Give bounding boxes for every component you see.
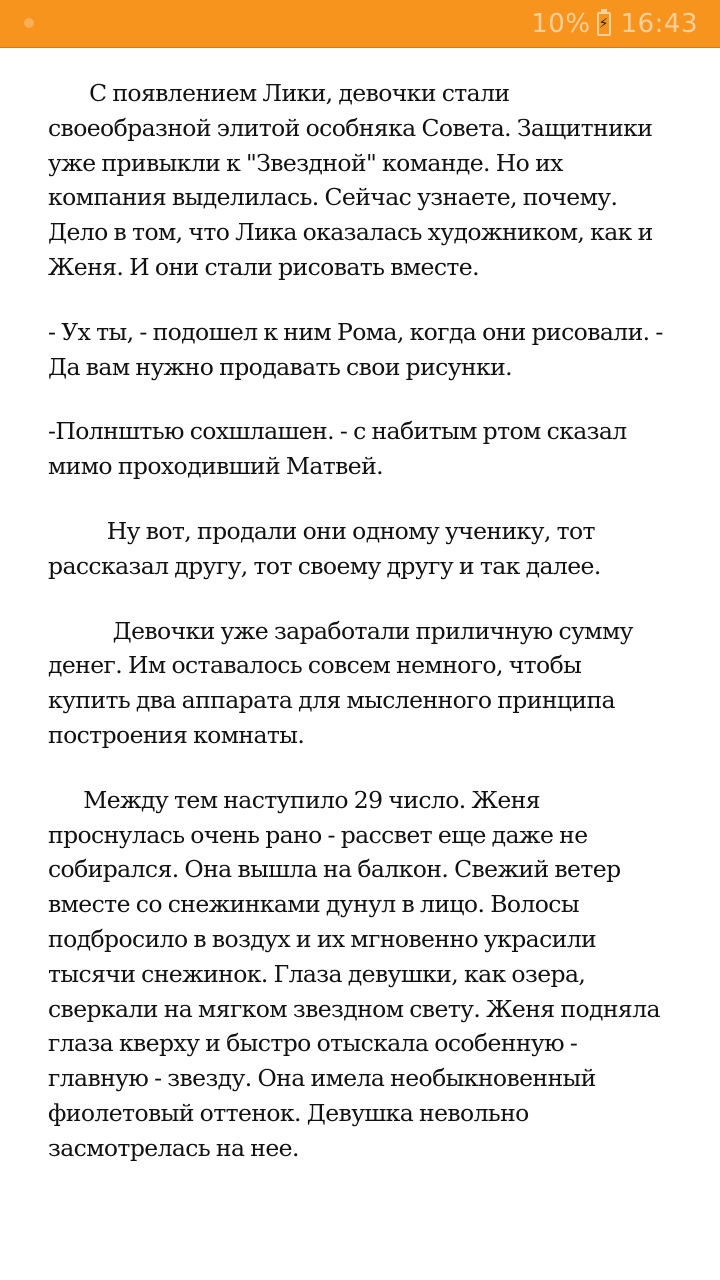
status-bar	[0, 0, 720, 48]
paragraph-text: Ну вот, продали они одному ученику, тот рассказал другу, тот своему другу и так далее.	[48, 516, 601, 580]
notification-dot-icon	[24, 18, 34, 28]
paragraph-indent	[48, 786, 83, 814]
clock-time: 16:43	[620, 9, 698, 39]
paragraph-indent	[48, 79, 89, 107]
paragraph	[48, 783, 668, 1166]
paragraph	[48, 315, 668, 385]
paragraph-indent	[48, 517, 107, 545]
status-indicators	[531, 8, 698, 40]
battery-charging-icon: ⚡	[597, 12, 611, 36]
paragraph	[48, 414, 668, 484]
paragraph-text: Между тем наступило 29 число. Женя проснулась очень рано - рассвет еще даже не собирался. Она вышла на балкон. Свежий ветер вместе со снежинками дунул в лицо. Волосы подбросило в воздух и их мгновенно украсили тысячи снежинок. Глаза девушки, как озера, сверкали на мягком звездном свету. Женя подняла глаза кверху и быстро отыскала особенную - главную - звезду. Она имела необыкновенный фиолетовый оттенок. Девушка невольно засмотрелась на нее.	[48, 785, 660, 1162]
paragraph	[48, 614, 668, 753]
reader-content[interactable]	[48, 76, 668, 1196]
paragraph-text: С появлением Лики, девочки стали своеобразной элитой особняка Совета. Защитники уже привыкли к "Звездной" команде. Но их компания выделилась. Сейчас узнаете, почему. Дело в том, что Лика оказалась художником, как и Женя. И они стали рисовать вместе.	[48, 79, 653, 281]
paragraph-indent	[48, 617, 113, 645]
paragraph-text: Девочки уже заработали приличную сумму денег. Им оставалось совсем немного, чтобы купить два аппарата для мысленного принципа построения комнаты.	[48, 616, 633, 749]
paragraph	[48, 514, 668, 584]
paragraph	[48, 76, 668, 285]
paragraph-text: -Полнштью сохшлашен. - с набитым ртом сказал мимо проходивший Матвей.	[48, 417, 627, 481]
battery-percent: 10%	[531, 9, 591, 39]
paragraph-text: - Ух ты, - подошел к ним Рома, когда они рисовали. - Да вам нужно продавать свои рисунки.	[48, 317, 663, 381]
